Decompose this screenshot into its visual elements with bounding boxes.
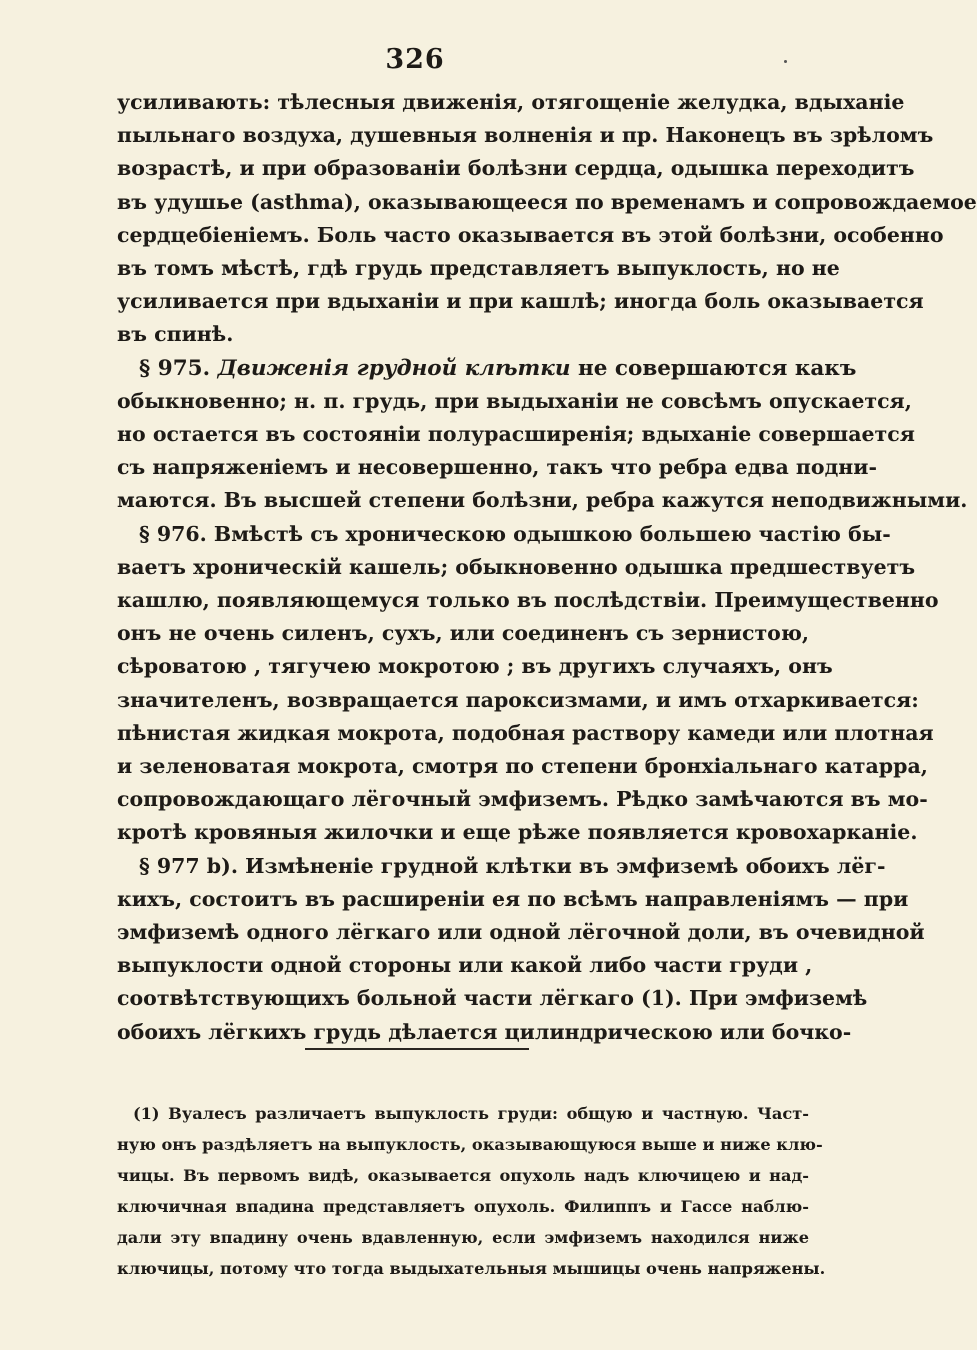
body-line: сопровождающаго лёгочный эмфиземъ. Рѣдко замѣчаются въ мо-	[117, 787, 928, 812]
body-line: маются. Въ высшей степени болѣзни, ребра кажутся неподвижными.	[117, 488, 968, 513]
body-line: въ удушье (asthma), оказывающееся по временамъ и сопровождаемое	[117, 189, 977, 214]
body-line: значителенъ, возвращается пароксизмами, и имъ отхаркивается:	[117, 687, 919, 712]
footnote-line: чицы. Въ первомъ видѣ, оказывается опухоль надъ ключицею и над-	[117, 1166, 809, 1185]
body-line: сердцебіеніемъ. Боль часто оказывается въ этой болѣзни, особенно	[117, 222, 944, 247]
body-line: ваетъ хроническій кашель; обыкновенно одышка предшествуетъ	[117, 554, 916, 579]
footnote-line: (1) Вуалесъ различаетъ выпуклость груди: общую и частную. Част-	[133, 1104, 809, 1123]
body-line: обоихъ лёгкихъ грудь дѣлается цилиндрическою или бочко-	[117, 1019, 852, 1044]
footnote-separator	[305, 1048, 529, 1050]
body-line: онъ не очень силенъ, сухъ, или соединенъ съ зернистою,	[117, 621, 809, 646]
body-line: пыльнаго воздуха, душевныя волненія и пр. Наконецъ въ зрѣломъ	[117, 123, 934, 148]
body-line: съ напряженіемъ и несовершенно, такъ что ребра едва подни-	[117, 455, 877, 480]
body-line: но остается въ состояніи полурасширенія; вдыханіе совершается	[117, 422, 915, 447]
body-line: пѣнистая жидкая мокрота, подобная раствору камеди или плотная	[117, 720, 934, 745]
section-977-line: § 977 b). Измѣненіе грудной клѣтки въ эмфиземѣ обоихъ лёг-	[139, 853, 886, 878]
body-line: обыкновенно; н. п. грудь, при выдыханіи не совсѣмъ опускается,	[117, 388, 912, 413]
footnote	[117, 1098, 826, 1284]
body-line: кихъ, состоитъ въ расширеніи ея по всѣмъ направленіямъ — при	[117, 886, 909, 911]
body-line: кашлю, появляющемуся только въ послѣдствіи. Преимущественно	[117, 588, 939, 613]
body-line: усиливается при вдыханіи и при кашлѣ; иногда боль оказывается	[117, 289, 924, 314]
body-line: усиливають: тѣлесныя движенія, отягощеніе желудка, вдыханіе	[117, 90, 905, 114]
footnote-line: ключичная впадина представляетъ опухоль. Филиппъ и Гассе наблю-	[117, 1197, 809, 1216]
section-975-line: § 975. Движенія грудной клѣтки не совершаются какъ	[139, 355, 857, 381]
body-line: соотвѣтствующихъ больной части лёгкаго (1). При эмфиземѣ	[117, 986, 868, 1011]
body-text	[117, 86, 977, 1049]
body-line: въ спинѣ.	[117, 322, 234, 347]
body-line: сѣроватою , тягучею мокротою ; въ другихъ случаяхъ, онъ	[117, 654, 833, 679]
footnote-line: ключицы, потому что тогда выдыхательныя мышицы очень напряжены.	[117, 1259, 826, 1278]
body-line: возрастѣ, и при образованіи болѣзни сердца, одышка переходитъ	[117, 156, 915, 181]
footnote-line: дали эту впадину очень вдавленную, если эмфиземъ находился ниже	[117, 1228, 809, 1247]
italic-heading: Движенія грудной клѣтки	[217, 355, 571, 381]
body-line: выпуклости одной стороны или какой либо части груди ,	[117, 953, 813, 978]
body-line: эмфиземѣ одного лёгкаго или одной лёгочной доли, въ очевидной	[117, 920, 925, 945]
section-976-line: § 976. Вмѣстѣ съ хроническою одышкою большею частію бы-	[139, 521, 891, 546]
body-line: и зеленоватая мокрота, смотря по степени бронхіальнаго катарра,	[117, 754, 928, 779]
page-number: 326	[385, 44, 445, 75]
footnote-line: ную онъ раздѣляетъ на выпуклость, оказывающуюся выше и ниже клю-	[117, 1135, 823, 1154]
body-line: кротѣ кровяныя жилочки и еще рѣже появляется кровохарканіе.	[117, 820, 918, 845]
body-line: въ томъ мѣстѣ, гдѣ грудь представляетъ выпуклость, но не	[117, 256, 840, 281]
